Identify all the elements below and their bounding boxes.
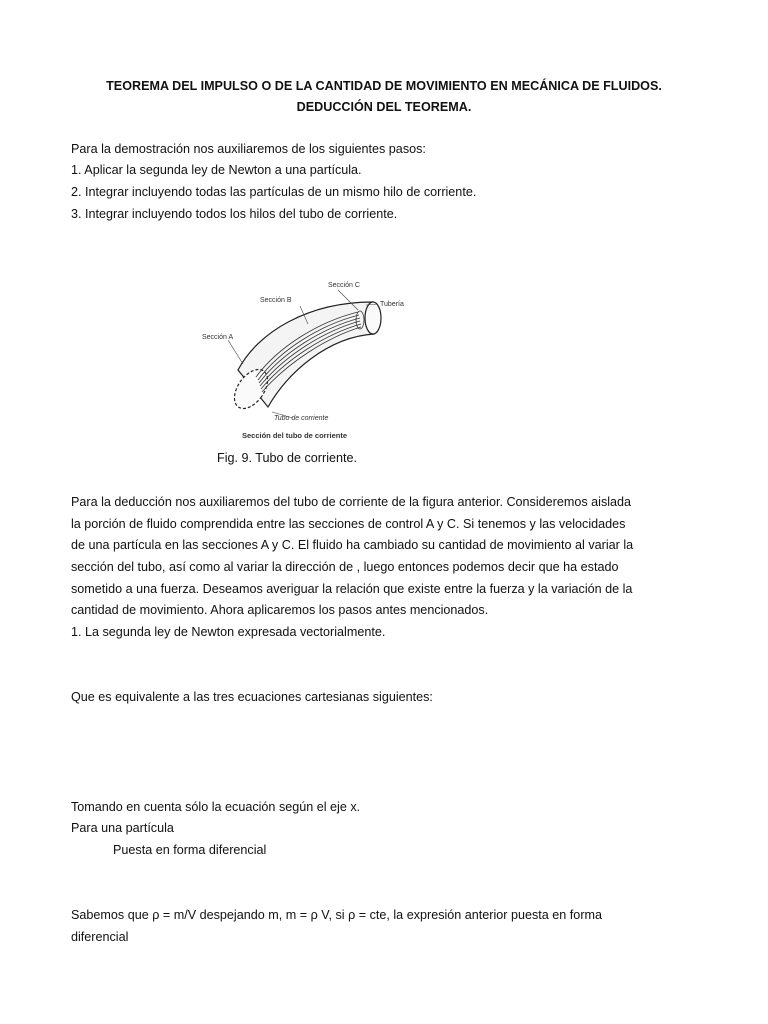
density-line-1: Sabemos que ρ = m/V despejando m, m = ρ V, si ρ = cte, la expresión anterior puesta en forma: [71, 908, 603, 922]
step-1: 1. Aplicar la segunda ley de Newton a una partícula.: [71, 163, 362, 177]
label-tuberia: Tubería: [380, 301, 404, 308]
paragraph-line-4: sección del tubo, así como al variar la dirección de , luego entonces podemos decir que ha estado: [71, 560, 619, 574]
particle-line: Para una partícula: [71, 821, 174, 835]
differential-line: Puesta en forma diferencial: [113, 843, 267, 857]
figure-caption: Fig. 9. Tubo de corriente.: [217, 451, 358, 465]
label-seccion-a: Sección A: [202, 334, 234, 341]
paragraph-line-1: Para la deducción nos auxiliaremos del tubo de corriente de la figura anterior. Consideremos aislada: [71, 495, 632, 509]
step-2: 2. Integrar incluyendo todas las partículas de un mismo hilo de corriente.: [71, 185, 477, 199]
label-tubo-corriente: Tubo de corriente: [274, 415, 329, 422]
x-axis-line: Tomando en cuenta sólo la ecuación según el eje x.: [71, 800, 361, 814]
title-line-2: DEDUCCIÓN DEL TEOREMA.: [296, 100, 472, 114]
newton-step-line: 1. La segunda ley de Newton expresada vectorialmente.: [71, 625, 386, 639]
paragraph-line-6: cantidad de movimiento. Ahora aplicaremos los pasos antes mencionados.: [71, 603, 489, 617]
equivalent-line: Que es equivalente a las tres ecuaciones cartesianas siguientes:: [71, 690, 433, 704]
section-c-ellipse: [365, 302, 381, 334]
stream-tube-figure: [198, 272, 404, 444]
intro-text: Para la demostración nos auxiliaremos de los siguientes pasos:: [71, 142, 426, 156]
paragraph-line-2: la porción de fluido comprendida entre las secciones de control A y C. Si tenemos y las velocidades: [71, 517, 626, 531]
step-3: 3. Integrar incluyendo todos los hilos del tubo de corriente.: [71, 207, 398, 221]
paragraph-line-3: de una partícula en las secciones A y C. El fluido ha cambiado su cantidad de movimiento al variar la: [71, 538, 634, 552]
label-seccion-b: Sección B: [260, 297, 292, 304]
title-line-1: TEOREMA DEL IMPULSO O DE LA CANTIDAD DE MOVIMIENTO EN MECÁNICA DE FLUIDOS.: [106, 79, 662, 93]
label-seccion-c: Sección C: [328, 282, 360, 289]
density-line-2: diferencial: [71, 930, 129, 944]
paragraph-line-5: sometido a una fuerza. Deseamos averiguar la relación que existe entre la fuerza y la variación de la: [71, 582, 633, 596]
label-seccion-tubo: Sección del tubo de corriente: [242, 431, 348, 440]
